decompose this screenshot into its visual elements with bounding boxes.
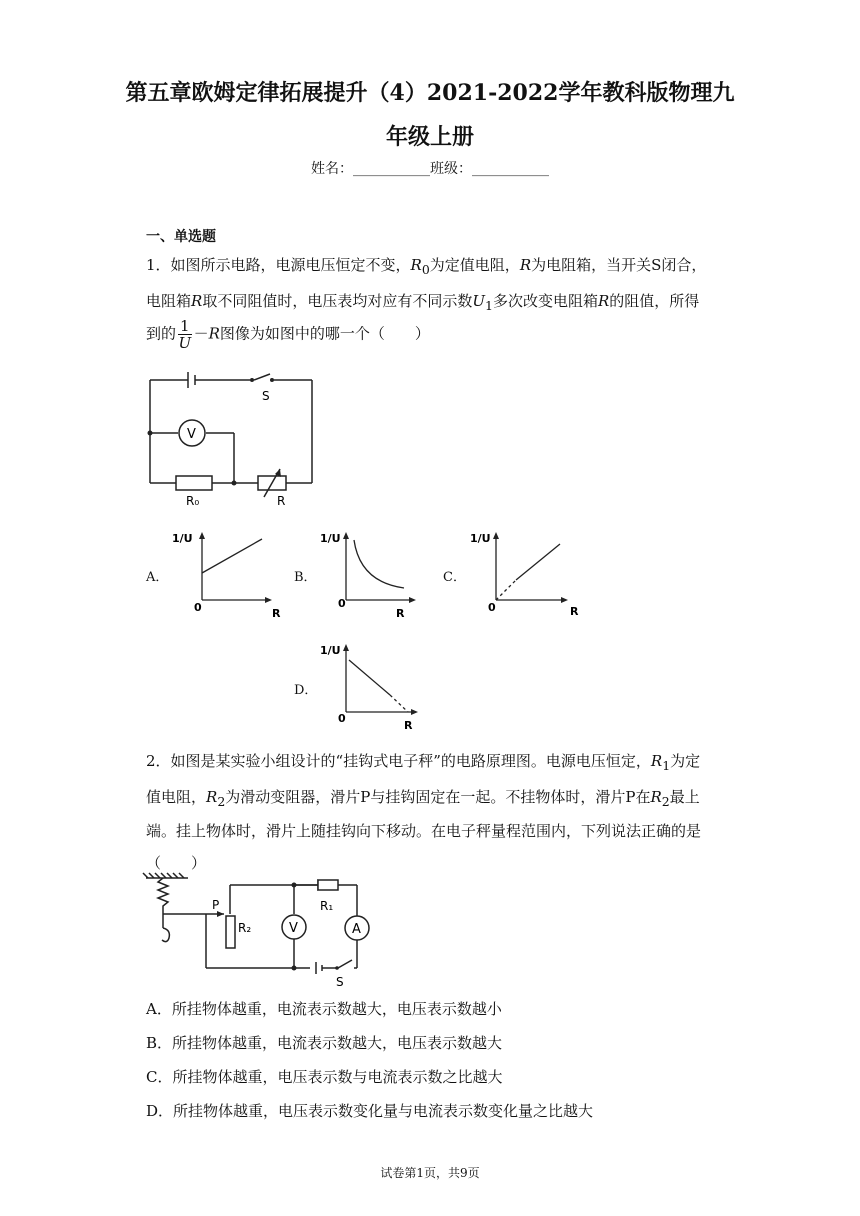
switch-lever [338,960,352,968]
svg-text:R: R [272,607,281,620]
class-label: 班级： [430,161,472,177]
svg-text:0: 0 [194,601,202,614]
spring [158,878,168,914]
q2-line3: 端。挂上物体时，滑片上随挂钩向下移动。在电子秤量程范围内，下列说法正确的是 [146,822,702,840]
switch-label: S [262,389,270,403]
q1-option-b-graph[interactable] [316,528,434,623]
q1-circuit-diagram [140,365,325,510]
svg-text:R₁: R₁ [320,899,334,913]
hook [162,928,169,942]
svg-text:1/U: 1/U [172,532,193,545]
svg-text:R₂: R₂ [238,921,252,935]
svg-text:0: 0 [338,712,346,725]
name-label: 姓名： [311,161,353,177]
svg-text:0: 0 [488,601,496,614]
q1-line1: 1．如图所示电路，电源电压恒定不变，$R_0$为定值电阻，R为电阻箱，当开关S闭合， [146,256,707,277]
q1-option-d-letter[interactable]: D． [294,683,318,698]
svg-text:1/U: 1/U [320,532,341,545]
r-label: R [277,494,286,508]
resistor-r0 [176,476,212,490]
svg-text:R: R [404,719,413,732]
q1-option-d-graph[interactable] [316,640,434,735]
svg-text:R: R [396,607,405,620]
svg-text:R: R [570,605,579,618]
q2-line4: （ ） [146,854,207,872]
q2-option-c[interactable]: C．所挂物体越重，电压表示数与电流表示数之比越大 [146,1068,503,1086]
q1-option-a-graph[interactable] [168,528,286,623]
r0-label: R₀ [186,494,200,508]
q1-option-c-letter[interactable]: C． [443,570,466,585]
q1-line3: 到的 $\frac{1}{U}$ －R图像为如图中的哪一个（ ） [146,317,430,352]
class-blank[interactable]: ___________ [472,161,549,177]
q1-option-b-letter[interactable]: B． [294,570,317,585]
q1-option-c-graph[interactable] [466,528,584,623]
fraction-1-over-u: $\frac{1}{U}$ [178,317,192,352]
svg-text:S: S [336,975,344,989]
svg-text:V: V [289,921,298,936]
slider-r2 [226,916,235,948]
q2-option-b[interactable]: B．所挂物体越重，电流表示数越大，电压表示数越大 [146,1034,503,1052]
switch-lever [254,374,270,380]
svg-text:P: P [212,898,220,912]
q1-option-a-letter[interactable]: A． [146,570,169,585]
q2-circuit-diagram [140,872,380,990]
page-footer: 试卷第1页，共9页 [380,1166,480,1180]
page-title-line1: 第五章欧姆定律拓展提升（4）2021-2022学年教科版物理九 [125,80,735,106]
q2-option-d[interactable]: D．所挂物体越重，电压表示数变化量与电流表示数变化量之比越大 [146,1102,594,1120]
q2-option-a[interactable]: A．所挂物体越重，电流表示数越大，电压表示数越小 [146,1000,502,1018]
svg-text:1/U: 1/U [470,532,491,545]
q2-line1: 2．如图是某实验小组设计的“挂钩式电子秤”的电路原理图。电源电压恒定，$R_1$为定 [146,752,701,773]
svg-text:1/U: 1/U [320,644,341,657]
svg-text:0: 0 [338,597,346,610]
q1-line2: 电阻箱R取不同阻值时，电压表均对应有不同示数$U_1$多次改变电阻箱R的阻值，所得 [146,292,700,313]
voltmeter-label: V [187,427,196,442]
q2-line2: 值电阻，$R_2$为滑动变阻器，滑片P与挂钩固定在一起。不挂物体时，滑片P在$R_2$最上 [146,788,700,809]
svg-text:A: A [352,922,361,937]
student-info [0,158,860,178]
name-blank[interactable]: ___________ [353,161,430,177]
page-title-line2: 年级上册 [385,124,474,150]
section-heading: 一、单选题 [146,229,216,245]
